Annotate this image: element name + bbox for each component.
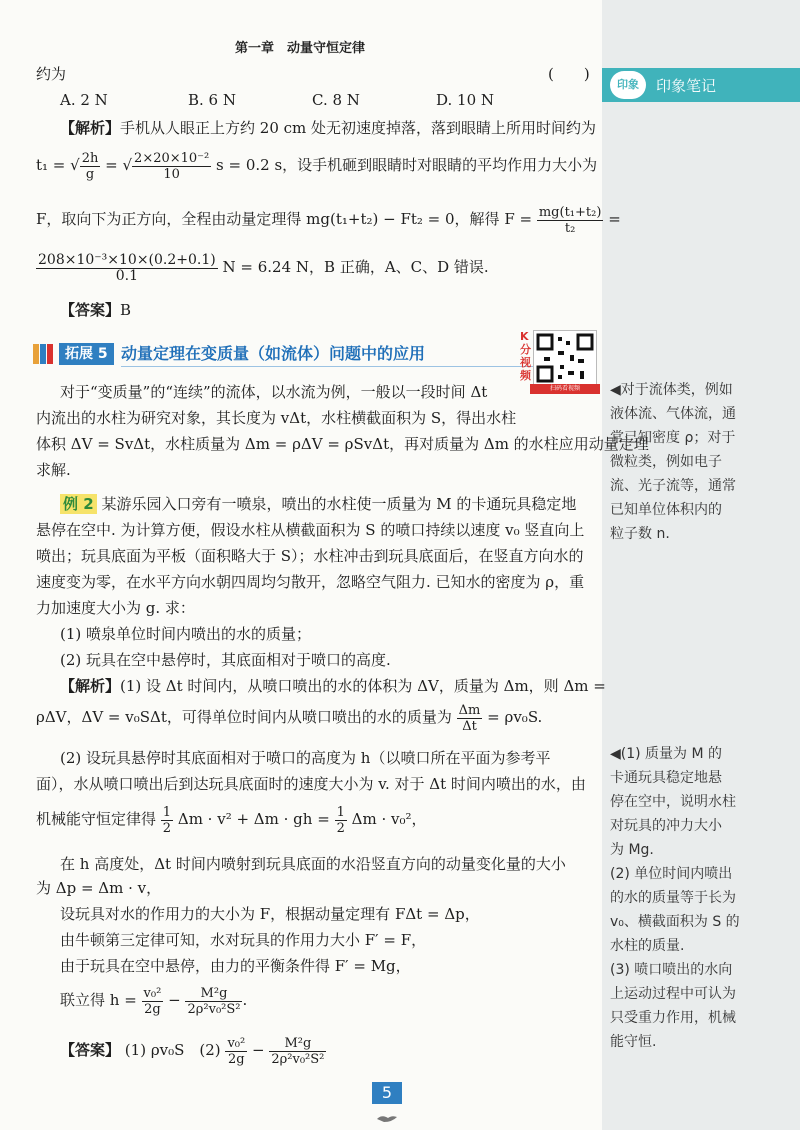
result-period: .	[242, 991, 248, 1009]
result-prefix: 联立得 h =	[60, 991, 137, 1009]
example-question-1: (1) 喷泉单位时间内喷出的水的质量；	[60, 625, 312, 643]
extension-title: 动量定理在变质量（如流体）问题中的应用	[121, 344, 426, 363]
example-line-4: 速度变为零，在水平方向水朝四周均匀散开，忽略空气阻力. 已知水的密度为 ρ，重	[36, 573, 585, 591]
option-a: A. 2 N	[60, 91, 108, 109]
energy-equation-mid: Δm · v² + Δm · gh =	[177, 810, 330, 828]
analysis-label: 【解析】	[60, 119, 121, 137]
force-fraction: $\frac{\text{mg(t₁+t₂)}}{\text{t₂}}$	[538, 204, 602, 236]
solution-line-2	[36, 700, 542, 734]
notes-banner-title: 印象笔记	[656, 77, 717, 95]
answer-fraction-a: $\frac{\text{v₀²}}{2g}$	[227, 1035, 246, 1067]
solution-text-1: (1) 设 Δt 时间内，从喷口喷出的水的体积为 ΔV，质量为 Δm，则 Δm =	[120, 677, 606, 695]
solution-part2-line-6: 设玩具对水的作用力的大小为 F，根据动量定理有 FΔt = Δp，	[60, 905, 480, 923]
side-note-1-line: 流、光子流等，通常	[610, 478, 736, 494]
side-note-2-line: 水柱的质量.	[610, 938, 685, 954]
qr-caption: 扫码看视频	[530, 384, 600, 394]
side-note-2-line: 能守恒.	[610, 1034, 657, 1050]
example-answer-line	[60, 1030, 326, 1070]
qr-code-icon[interactable]	[533, 330, 597, 386]
side-note-2-line: 为 Mg.	[610, 842, 654, 858]
bird-icon	[376, 1108, 398, 1118]
example-line-1	[60, 494, 576, 514]
analysis-line-1	[60, 118, 596, 138]
analysis-text-1: 手机从人眼正上方约 20 cm 处无初速度掉落，落到眼睛上所用时间约为	[120, 119, 597, 137]
side-note-1-line: 已知单位体积内的	[610, 502, 722, 518]
analysis-line-4	[36, 250, 489, 284]
notes-banner	[602, 68, 800, 102]
side-note-1-line: ◀对于流体类，例如	[610, 382, 733, 398]
extension-underline	[121, 366, 561, 367]
answer-value: B	[120, 301, 132, 319]
option-b: B. 6 N	[188, 91, 236, 109]
side-note-fluid	[610, 378, 790, 546]
side-note-2-line: 对玩具的冲力大小	[610, 818, 722, 834]
chapter-header: 第一章 动量守恒定律	[234, 41, 365, 56]
example-answer-label: 【答案】	[60, 1041, 121, 1059]
answer-fraction-b: $\frac{\text{M²g}}{\text{2ρ²v₀²S²}}$	[271, 1035, 325, 1067]
page-number: 5	[372, 1082, 402, 1104]
sqrt-fraction-2: $\frac{\text{2×20×10⁻²}}{10}$	[134, 150, 210, 182]
half-fraction-2: $\frac{1}{2}$	[336, 804, 345, 836]
option-c: C. 8 N	[312, 91, 360, 109]
solution-text-2: ρΔV，ΔV = v₀SΔt，可得单位时间内从喷口喷出的水的质量为	[36, 708, 452, 726]
side-note-1-line: 常已知密度 ρ；对于	[610, 430, 736, 446]
solution-part2-line-8: 由于玩具在空中悬停，由力的平衡条件得 F′ = Mg，	[60, 957, 411, 975]
extension-tag: 拓展 5	[59, 343, 114, 365]
side-note-2-line: ◀(1) 质量为 M 的	[610, 746, 723, 762]
option-d: D. 10 N	[436, 91, 495, 109]
analysis-line-2: t₁ = √ $\frac{2h}{g}$ = √ $\frac{\text{2×20×10⁻²}}{10}$ s = 0.2 s，设手机砸到眼睛时对眼睛的平均作用力大小为	[36, 150, 598, 182]
analysis-text-4: N = 6.24 N，B 正确，A、C、D 错误.	[222, 258, 489, 276]
side-note-1-line: 粒子数 n.	[610, 526, 670, 542]
intro-line-3: 体积 ΔV = SvΔt，水柱质量为 Δm = ρΔV = ρSvΔt，再对质量为 Δm 的水柱应用动量定理	[36, 435, 649, 453]
answer-line	[60, 300, 131, 320]
intro-line-1: 对于“变质量”的“连续”的流体，以水流为例，一般以一段时间 Δt	[60, 383, 488, 401]
t1-label: t₁ =	[36, 156, 66, 174]
side-note-1-line: 微粒类，例如电子	[610, 454, 722, 470]
example-tag: 例 2	[60, 494, 97, 514]
energy-conservation-text: 机械能守恒定律得	[36, 810, 157, 828]
half-fraction-1: $\frac{1}{2}$	[162, 804, 172, 836]
notes-badge-icon: 印象	[610, 71, 646, 99]
mass-rate-fraction: $\frac{\Delta m}{\Delta t}$	[458, 702, 481, 734]
solution-part2-line-5: 为 Δp = Δm · v，	[36, 879, 162, 897]
height-fraction-b: $\frac{\text{M²g}}{\text{2ρ²v₀²S²}}$	[187, 985, 241, 1017]
extension-header	[33, 342, 561, 366]
solution-part2-line-7: 由牛顿第三定律可知，水对玩具的作用力大小 F′ = F，	[60, 931, 427, 949]
solution-part2-line-1: (2) 设玩具悬停时其底面相对于喷口的高度为 h（以喷口所在平面为参考平	[60, 749, 551, 767]
height-fraction-a: $\frac{\text{v₀²}}{2g}$	[143, 985, 162, 1017]
solution-label: 【解析】	[60, 677, 121, 695]
intro-line-2: 内流出的水柱为研究对象，其长度为 vΔt，水柱横截面积为 S，得出水柱	[36, 409, 517, 427]
analysis-text-2: s = 0.2 s，设手机砸到眼睛时对眼睛的平均作用力大小为	[216, 156, 598, 174]
example-line-2: 悬停在空中. 为计算方便，假设水柱从横截面积为 S 的喷口持续以速度 v₀ 竖直向上	[36, 521, 585, 539]
solution-result-line	[60, 980, 247, 1020]
side-note-2-line: 停在空中，说明水柱	[610, 794, 736, 810]
side-note-2-line: v₀、横截面积为 S 的	[610, 914, 740, 930]
side-note-1-line: 液体流、气体流，通	[610, 406, 736, 422]
solution-part2-line-3	[36, 800, 427, 838]
example-line-3: 喷出；玩具底面为平板（面积略大于 S）；水柱冲击到玩具底面后，在竖直方向水的	[36, 547, 584, 565]
side-note-2-line: (2) 单位时间内喷出	[610, 866, 733, 882]
intro-line-4: 求解.	[36, 461, 71, 479]
side-note-toy	[610, 742, 790, 1054]
answer-minus: −	[252, 1041, 265, 1059]
books-icon	[33, 344, 57, 364]
example-answer-part1: (1) ρv₀S (2)	[124, 1041, 221, 1059]
minus-sign: −	[168, 991, 181, 1009]
solution-part2-line-2: 面），水从喷口喷出后到达玩具底面时的速度大小为 v. 对于 Δt 时间内喷出的水，由	[36, 775, 586, 793]
example-text-1: 某游乐园入口旁有一喷泉，喷出的水柱使一质量为 M 的卡通玩具稳定地	[101, 495, 577, 513]
solution-text-2b: = ρv₀S.	[487, 708, 543, 726]
energy-equation-end: Δm · v₀²，	[351, 810, 427, 828]
side-note-2-line: 卡通玩具稳定地悬	[610, 770, 722, 786]
question-line-end: 约为	[36, 65, 67, 83]
qr-video-label: K分视频	[520, 330, 531, 382]
side-note-2-line: 的水的质量等于长为	[610, 890, 736, 906]
side-note-2-line: 只受重力作用，机械	[610, 1010, 736, 1026]
analysis-line-3: F，取向下为正方向，全程由动量定理得 mg(t₁+t₂) − Ft₂ = 0，解得 F = $\frac{\text{mg(t₁+t₂)}}{\text{t₂}}$ =	[36, 204, 621, 236]
analysis-text-3: F，取向下为正方向，全程由动量定理得 mg(t₁+t₂) − Ft₂ = 0，解得 F =	[36, 210, 533, 228]
example-question-2: (2) 玩具在空中悬停时，其底面相对于喷口的高度.	[60, 651, 391, 669]
answer-bracket: ( )	[548, 65, 590, 83]
answer-label: 【答案】	[60, 301, 121, 319]
side-note-2-line: (3) 喷口喷出的水向	[610, 962, 733, 978]
solution-part2-line-4: 在 h 高度处，Δt 时间内喷射到玩具底面的水沿竖直方向的动量变化量的大小	[60, 855, 566, 873]
side-note-2-line: 上运动过程中可认为	[610, 986, 736, 1002]
solution-line-1	[60, 676, 606, 696]
numeric-fraction: $\frac{\text{208×10⁻³×10×(0.2+0.1)}}{0.1}$	[38, 251, 216, 284]
example-line-5: 力加速度大小为 g. 求：	[36, 599, 195, 617]
sqrt-fraction-1: $\frac{2h}{g}$	[81, 150, 99, 182]
